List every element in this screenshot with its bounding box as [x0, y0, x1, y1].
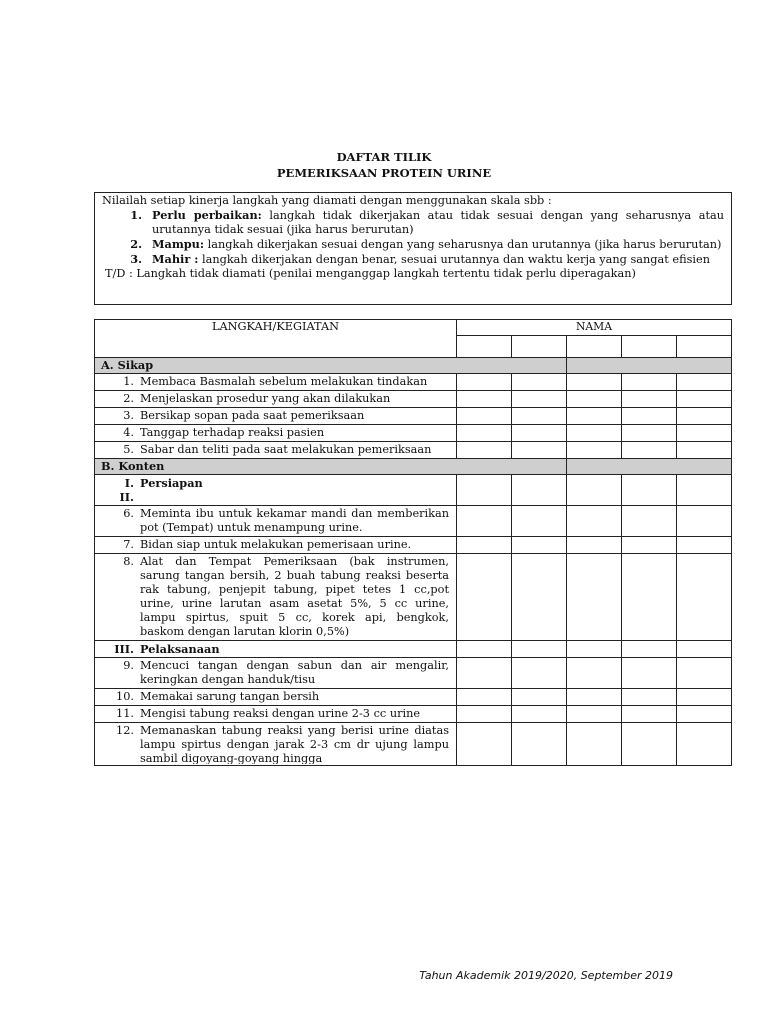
scale-number: 3. — [130, 252, 142, 266]
score-cell[interactable] — [622, 391, 677, 408]
score-cell[interactable] — [622, 554, 677, 641]
score-cell[interactable] — [622, 706, 677, 723]
step-number: 11. — [116, 707, 134, 720]
table-row — [95, 506, 732, 537]
step-text: Mengisi tabung reaksi dengan urine 2-3 cc urine — [140, 707, 421, 720]
step-text: Meminta ibu untuk kekamar mandi dan memberikan pot (Tempat) untuk menampung urine. — [140, 507, 449, 534]
score-cell[interactable] — [512, 537, 567, 554]
score-cell[interactable] — [512, 658, 567, 689]
roman-two: II. — [119, 490, 134, 504]
score-cell[interactable] — [457, 374, 512, 391]
score-cell[interactable] — [567, 658, 622, 689]
score-cell[interactable] — [512, 706, 567, 723]
step-text: Alat dan Tempat Pemeriksaan (bak instrumen, sarung tangan bersih, 2 buah tabung reaksi beserta rak tabung, penjepit tabung, pipet tetes 1 cc,pot urine, urine larutan asam asetat 5%, 5 cc urine, lampu spirtus, spuit 5 cc, korek api, bengkok, baskom dengan larutan klorin 0,5%) — [140, 555, 449, 638]
table-row — [95, 408, 732, 425]
subsection-pelaksanaan — [95, 641, 732, 658]
step-cell — [95, 475, 457, 506]
document-title: DAFTAR TILIK — [336, 150, 432, 164]
step-text: Menjelaskan prosedur yang akan dilakukan — [140, 392, 391, 405]
scale-term: Perlu perbaikan: — [152, 208, 262, 222]
score-cell[interactable] — [622, 475, 677, 506]
score-cell[interactable] — [567, 442, 622, 459]
score-cell[interactable] — [512, 391, 567, 408]
scale-item-3 — [102, 252, 724, 267]
table-row — [95, 442, 732, 459]
table-header-row — [95, 320, 732, 336]
step-number: 1. — [123, 375, 134, 388]
table-row — [95, 689, 732, 706]
scale-text: langkah dikerjakan dengan benar, sesuai urutannya dan waktu kerja yang sangat efisien — [198, 253, 710, 266]
score-cell[interactable] — [677, 475, 732, 506]
score-cell[interactable] — [457, 408, 512, 425]
score-cell[interactable] — [622, 689, 677, 706]
scale-text: langkah tidak dikerjakan atau tidak sesuai dengan yang seharusnya atau urutannya tidak sesuai (jika harus berurutan) — [152, 209, 724, 236]
score-cell[interactable] — [512, 723, 567, 766]
score-cell[interactable] — [677, 554, 732, 641]
score-cell[interactable] — [512, 425, 567, 442]
score-cell[interactable] — [457, 658, 512, 689]
subsection-title: Persiapan — [140, 476, 203, 490]
score-cell[interactable] — [457, 391, 512, 408]
score-cell[interactable] — [677, 442, 732, 459]
step-text: Tanggap terhadap reaksi pasien — [140, 426, 325, 439]
scale-item-2 — [102, 237, 724, 252]
score-cell[interactable] — [457, 442, 512, 459]
score-cell[interactable] — [512, 689, 567, 706]
score-cell[interactable] — [567, 723, 622, 766]
score-cell[interactable] — [567, 374, 622, 391]
name-cell[interactable] — [567, 336, 622, 358]
score-cell[interactable] — [567, 641, 622, 658]
section-filler — [567, 459, 732, 475]
table-row — [95, 537, 732, 554]
step-cell — [95, 554, 457, 641]
table-row — [95, 706, 732, 723]
score-cell[interactable] — [457, 425, 512, 442]
score-cell[interactable] — [677, 506, 732, 537]
table-row — [95, 391, 732, 408]
step-cell — [95, 391, 457, 408]
section-sikap — [95, 358, 732, 374]
score-cell[interactable] — [567, 506, 622, 537]
subsection-number — [95, 476, 140, 504]
step-text: Membaca Basmalah sebelum melakukan tindakan — [140, 375, 428, 388]
score-cell[interactable] — [567, 391, 622, 408]
score-cell[interactable] — [457, 706, 512, 723]
score-cell[interactable] — [512, 554, 567, 641]
score-cell[interactable] — [457, 506, 512, 537]
step-cell — [95, 723, 457, 766]
step-cell — [95, 658, 457, 689]
rating-scale-box — [94, 192, 732, 305]
step-cell — [95, 641, 457, 658]
section-label: B. Konten — [95, 459, 567, 475]
score-cell[interactable] — [457, 554, 512, 641]
score-cell[interactable] — [567, 425, 622, 442]
step-number: 5. — [123, 443, 134, 456]
score-cell[interactable] — [677, 689, 732, 706]
step-number: 6. — [123, 507, 134, 520]
step-cell — [95, 408, 457, 425]
name-cell[interactable] — [622, 336, 677, 358]
header-nama: NAMA — [457, 320, 732, 336]
scale-number: 2. — [130, 237, 142, 251]
subsection-title: Pelaksanaan — [140, 642, 220, 656]
name-cell[interactable] — [457, 336, 512, 358]
scale-number: 1. — [130, 208, 142, 222]
table-row — [95, 425, 732, 442]
scale-term: Mampu: — [152, 237, 205, 251]
score-cell[interactable] — [457, 689, 512, 706]
roman-one: I. — [124, 476, 134, 490]
step-cell — [95, 537, 457, 554]
score-cell[interactable] — [457, 475, 512, 506]
score-cell[interactable] — [677, 706, 732, 723]
checklist-table — [94, 319, 732, 766]
score-cell[interactable] — [622, 442, 677, 459]
name-cell[interactable] — [512, 336, 567, 358]
scale-description — [152, 237, 724, 252]
score-cell[interactable] — [512, 506, 567, 537]
score-cell[interactable] — [457, 723, 512, 766]
score-cell[interactable] — [622, 425, 677, 442]
score-cell[interactable] — [512, 475, 567, 506]
table-row — [95, 554, 732, 641]
score-cell[interactable] — [567, 554, 622, 641]
page-footer: Tahun Akademik 2019/2020, September 2019 — [419, 969, 673, 982]
score-cell[interactable] — [677, 723, 732, 766]
scale-text: langkah dikerjakan sesuai dengan yang seharusnya dan urutannya (jika harus berurutan) — [204, 238, 722, 251]
score-cell[interactable] — [457, 537, 512, 554]
step-cell — [95, 425, 457, 442]
step-cell — [95, 442, 457, 459]
td-note: T/D : Langkah tidak diamati (penilai menganggap langkah tertentu tidak perlu diperagakan) — [105, 267, 636, 280]
section-filler — [567, 358, 732, 374]
score-cell[interactable] — [512, 374, 567, 391]
step-text: Memanaskan tabung reaksi yang berisi urine diatas lampu spirtus dengan jarak 2-3 cm dr ujung lampu sambil digoyang-goyang hingga — [140, 724, 449, 764]
step-text: Memakai sarung tangan bersih — [140, 690, 320, 703]
score-cell[interactable] — [677, 374, 732, 391]
subsection-persiapan — [95, 475, 732, 506]
scale-term: Mahir : — [152, 252, 199, 266]
score-cell[interactable] — [567, 537, 622, 554]
step-cell — [95, 706, 457, 723]
score-cell[interactable] — [622, 537, 677, 554]
step-cell — [95, 374, 457, 391]
step-number: 2. — [123, 392, 134, 405]
step-cell — [95, 506, 457, 537]
score-cell[interactable] — [622, 658, 677, 689]
step-number: 12. — [116, 724, 134, 737]
scale-description — [152, 252, 724, 267]
score-cell[interactable] — [622, 723, 677, 766]
section-label: A. Sikap — [95, 358, 567, 374]
score-cell[interactable] — [677, 658, 732, 689]
section-konten — [95, 459, 732, 475]
scale-intro: Nilailah setiap kinerja langkah yang diamati dengan menggunakan skala sbb : — [102, 194, 552, 207]
score-cell[interactable] — [567, 689, 622, 706]
score-cell[interactable] — [622, 374, 677, 391]
scale-list — [102, 208, 724, 267]
step-number: 9. — [123, 659, 134, 672]
step-number: 10. — [116, 690, 134, 703]
score-cell[interactable] — [512, 442, 567, 459]
step-cell — [95, 689, 457, 706]
score-cell[interactable] — [567, 475, 622, 506]
step-text: Bidan siap untuk melakukan pemerisaan urine. — [140, 538, 412, 551]
score-cell[interactable] — [457, 641, 512, 658]
score-cell[interactable] — [567, 706, 622, 723]
score-cell[interactable] — [512, 641, 567, 658]
score-cell[interactable] — [622, 408, 677, 425]
step-number: 4. — [123, 426, 134, 439]
score-cell[interactable] — [677, 537, 732, 554]
step-text: Bersikap sopan pada saat pemeriksaan — [140, 409, 365, 422]
score-cell[interactable] — [512, 408, 567, 425]
table-row — [95, 374, 732, 391]
score-cell[interactable] — [622, 641, 677, 658]
score-cell[interactable] — [677, 641, 732, 658]
document-subtitle: PEMERIKSAAN PROTEIN URINE — [276, 166, 492, 180]
subsection-number: III. — [114, 642, 134, 656]
header-langkah-kegiatan: LANGKAH/KEGIATAN — [95, 320, 457, 358]
table-row — [95, 658, 732, 689]
step-text: Sabar dan teliti pada saat melakukan pemeriksaan — [140, 443, 432, 456]
score-cell[interactable] — [567, 408, 622, 425]
name-cell[interactable] — [677, 336, 732, 358]
table-row — [95, 723, 732, 766]
score-cell[interactable] — [677, 391, 732, 408]
step-number: 7. — [123, 538, 134, 551]
score-cell[interactable] — [622, 506, 677, 537]
score-cell[interactable] — [677, 425, 732, 442]
step-number: 3. — [123, 409, 134, 422]
score-cell[interactable] — [677, 408, 732, 425]
scale-description — [152, 208, 724, 237]
step-number: 8. — [123, 555, 134, 568]
step-text: Mencuci tangan dengan sabun dan air mengalir, keringkan dengan handuk/tisu — [140, 659, 449, 686]
scale-item-1 — [102, 208, 724, 237]
